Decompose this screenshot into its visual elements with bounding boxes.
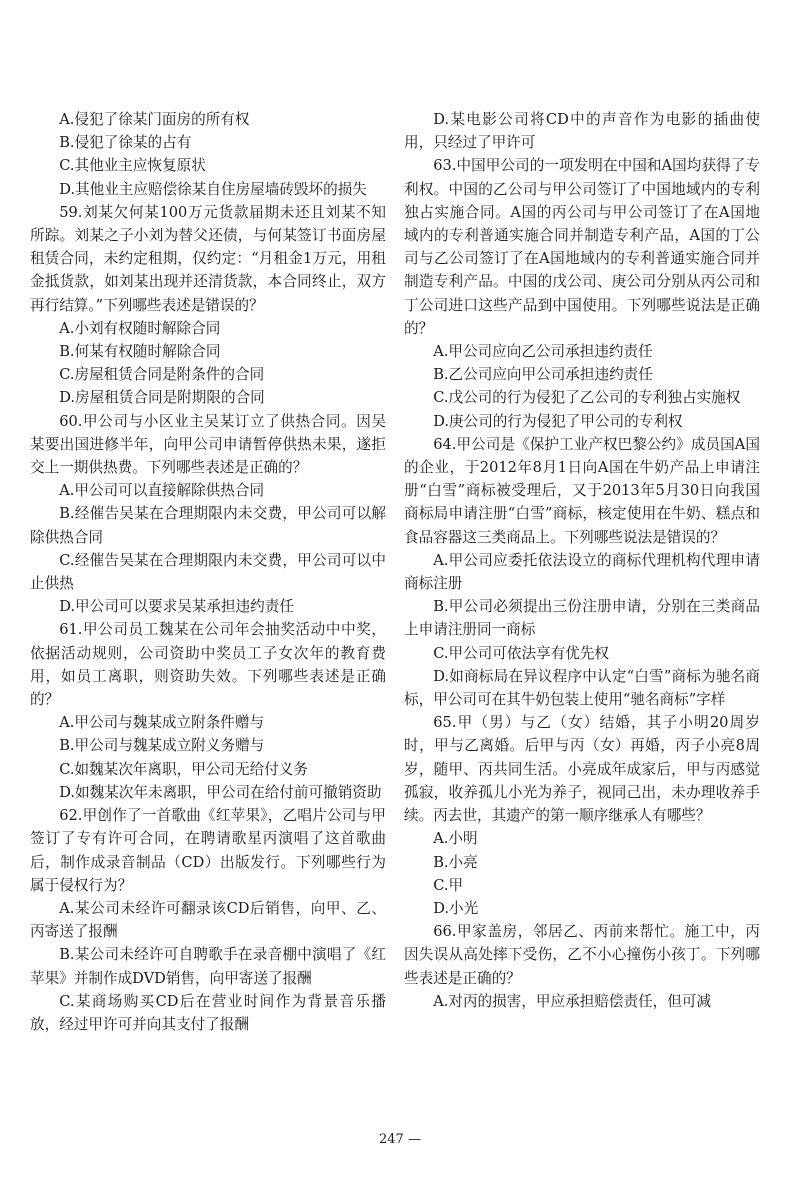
answer-option: C.甲 xyxy=(433,876,464,894)
answer-option: D.小光 xyxy=(433,899,479,917)
question-stem: 61.甲公司员工魏某在公司年会抽奖活动中中奖，依据活动规则，公司资助中奖员工子女次年的教育费用，如员工离职，则资助失效。下列哪些表述是正确的？ xyxy=(30,621,386,709)
answer-option: A.甲公司应向乙公司承担违约责任 xyxy=(433,343,653,361)
answer-option: D.庚公司的行为侵犯了甲公司的专利权 xyxy=(433,412,683,430)
answer-option: D.如魏某次年未离职，甲公司在给付前可撤销资助 xyxy=(59,783,382,801)
question-stem: 60.甲公司与小区业主吴某订立了供热合同。因吴某要出国进修半年，向甲公司申请暂停供热未果，遂拒交上一期供热费。下列哪些表述是正确的？ xyxy=(30,412,386,477)
right-column xyxy=(404,108,760,1013)
answer-option: B.何某有权随时解除合同 xyxy=(59,343,221,361)
footer-dash: — xyxy=(407,1132,421,1147)
answer-option: A.甲公司可以直接解除供热合同 xyxy=(59,482,265,500)
left-column xyxy=(30,108,386,1036)
answer-option: B.乙公司应向甲公司承担违约责任 xyxy=(433,366,653,384)
question-stem: 62.甲创作了一首歌曲《红苹果》，乙唱片公司与甲签订了专有许可合同，在聘请歌星丙演唱了这首歌曲后，制作成录音制品（CD）出版发行。下列哪些行为属于侵权行为？ xyxy=(30,807,386,894)
answer-option: A.小刘有权随时解除合同 xyxy=(59,319,221,337)
answer-option: C.如魏某次年离职，甲公司无给付义务 xyxy=(59,760,308,778)
question-stem: 63.中国甲公司的一项发明在中国和A国均获得了专利权。中国的乙公司与甲公司签订了中国地域内的专利独占实施合同。A国的丙公司与甲公司签订了在A国地域内的专利普通实施合同并制造专利产品，A国的丁公司与乙公司签订了在A国地域内的专利普通实施合同并制造专利产品。中国的戊公司、庚公司分别从丙公司和丁公司进口这些产品到中国使用。下列哪些说法是正确的？ xyxy=(404,157,760,337)
question-stem: 64.甲公司是《保护工业产权巴黎公约》成员国A国的企业，于2012年8月1日向A国在牛奶产品上申请注册“白雪”商标被受理后，又于2013年5月30日向我国商标局申请注册“白雪”商标，核定使用在牛奶、糕点和食品容器这三类商品上。下列哪些说法是错误的？ xyxy=(404,435,760,546)
answer-option: C.其他业主应恢复原状 xyxy=(59,157,206,175)
answer-option: B.经催告吴某在合理期限内未交费，甲公司可以解除供热合同 xyxy=(30,505,386,546)
answer-option: C.戊公司的行为侵犯了乙公司的专利独占实施权 xyxy=(433,389,741,407)
answer-option: A.某公司未经许可翻录该CD后销售，向甲、乙、丙寄送了报酬 xyxy=(30,899,386,941)
answer-option: D.其他业主应赔偿徐某自住房屋墙砖毁坏的损失 xyxy=(59,180,367,198)
answer-option: A.小明 xyxy=(433,830,478,848)
answer-option: B.小亮 xyxy=(433,853,478,871)
answer-option: C.甲公司可依法享有优先权 xyxy=(433,644,610,662)
answer-option: A.甲公司应委托依法设立的商标代理机构代理申请商标注册 xyxy=(404,551,760,593)
answer-option: A.侵犯了徐某门面房的所有权 xyxy=(59,111,250,128)
answer-option: A.对丙的损害，甲应承担赔偿责任，但可减 xyxy=(433,992,712,1010)
answer-option: B.甲公司与魏某成立附义务赠与 xyxy=(59,737,265,755)
page-number: 247 xyxy=(379,1132,404,1147)
answer-option: D.甲公司可以要求吴某承担违约责任 xyxy=(59,598,294,616)
answer-option: C.经催告吴某在合理期限内未交费，甲公司可以中止供热 xyxy=(30,551,386,593)
answer-option: D.房屋租赁合同是附期限的合同 xyxy=(59,389,265,407)
answer-option: C.某商场购买CD后在营业时间作为背景音乐播放，经过甲许可并向其支付了报酬 xyxy=(30,992,386,1033)
answer-option: B.侵犯了徐某的占有 xyxy=(59,134,192,152)
answer-option: B.甲公司必须提出三份注册申请，分别在三类商品上申请注册同一商标 xyxy=(404,598,760,639)
answer-option: D.如商标局在异议程序中认定“白雪”商标为驰名商标，甲公司可在其牛奶包装上使用“驰名商标”字样 xyxy=(404,667,760,709)
answer-option: D.某电影公司将CD中的声音作为电影的插曲使用，只经过了甲许可 xyxy=(404,111,760,152)
page-footer xyxy=(0,1132,800,1147)
answer-option: B.某公司未经许可自聘歌手在录音棚中演唱了《红苹果》并制作成DVD销售，向甲寄送了报酬 xyxy=(30,946,386,987)
question-stem: 65.甲（男）与乙（女）结婚，其子小明20周岁时，甲与乙离婚。后甲与丙（女）再婚，丙子小亮8周岁，随甲、丙共同生活。小亮成年成家后，甲与丙感觉孤寂，收养孤儿小光为养子，视同己出，未办理收养手续。丙去世，其遗产的第一顺序继承人有哪些？ xyxy=(404,714,760,825)
answer-option: C.房屋租赁合同是附条件的合同 xyxy=(59,366,265,384)
question-stem: 66.甲家盖房，邻居乙、丙前来帮忙。施工中，丙因失误从高处摔下受伤，乙不小心撞伤小孩丁。下列哪些表述是正确的？ xyxy=(404,923,760,987)
question-stem: 59.刘某欠何某100万元货款届期未还且刘某不知所踪。刘某之子小刘为替父还债，与何某签订书面房屋租赁合同，未约定租期，仅约定：“月租金1万元，用租金抵货款，如刘某出现并还清货款，本合同终止，双方再行结算。”下列哪些表述是错误的？ xyxy=(30,203,386,314)
answer-option: A.甲公司与魏某成立附条件赠与 xyxy=(59,714,265,732)
